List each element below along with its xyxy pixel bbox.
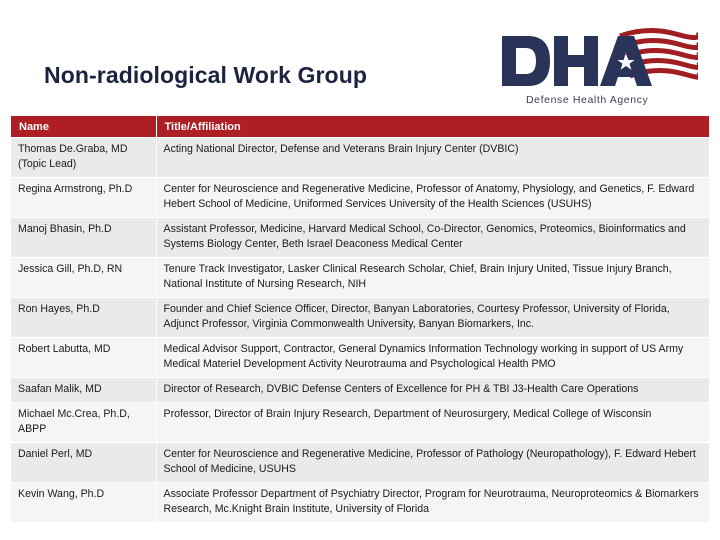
member-name: Jessica Gill, Ph.D, RN	[11, 258, 156, 298]
member-title: Assistant Professor, Medicine, Harvard Medical School, Co-Director, Genomics, Proteomics, Bioinformatics and Systems Biology Center, Beth Israel Deaconess Medical Center	[156, 218, 709, 258]
member-name: Kevin Wang, Ph.D	[11, 483, 156, 523]
member-title: Acting National Director, Defense and Veterans Brain Injury Center (DVBIC)	[156, 138, 709, 178]
member-name: Regina Armstrong, Ph.D	[11, 178, 156, 218]
table-row	[11, 138, 709, 178]
table-row	[11, 378, 709, 403]
member-name: Thomas De.Graba, MD (Topic Lead)	[11, 138, 156, 178]
member-name: Daniel Perl, MD	[11, 443, 156, 483]
table-row	[11, 483, 709, 523]
table-row	[11, 258, 709, 298]
column-header-name: Name	[11, 116, 156, 138]
member-title: Center for Neuroscience and Regenerative Medicine, Professor of Pathology (Neuropathology), F. Edward Hebert School of Medicine, USUHS	[156, 443, 709, 483]
member-title: Director of Research, DVBIC Defense Centers of Excellence for PH & TBI J3-Health Care Operations	[156, 378, 709, 403]
member-name: Robert Labutta, MD	[11, 338, 156, 378]
table-row	[11, 298, 709, 338]
member-title: Medical Advisor Support, Contractor, General Dynamics Information Technology working in support of US Army Medical Materiel Development Activity Neurotrauma and Psychological Health PMO	[156, 338, 709, 378]
column-header-title: Title/Affiliation	[156, 116, 709, 138]
member-title: Professor, Director of Brain Injury Research, Department of Neurosurgery, Medical College of Wisconsin	[156, 403, 709, 443]
dha-logo	[498, 24, 698, 110]
table-row	[11, 178, 709, 218]
table-row	[11, 338, 709, 378]
page-title: Non-radiological Work Group	[44, 62, 368, 88]
dha-logo-mark	[498, 24, 698, 94]
logo-tagline: Defense Health Agency	[526, 94, 649, 106]
work-group-table	[11, 116, 710, 522]
member-name: Saafan Malik, MD	[11, 378, 156, 403]
member-name: Michael Mc.Crea, Ph.D, ABPP	[11, 403, 156, 443]
table-row	[11, 443, 709, 483]
member-name: Manoj Bhasin, Ph.D	[11, 218, 156, 258]
table-row	[11, 218, 709, 258]
table-header-row	[11, 116, 709, 138]
member-name: Ron Hayes, Ph.D	[11, 298, 156, 338]
member-title: Founder and Chief Science Officer, Director, Banyan Laboratories, Courtesy Professor, University of Florida, Adjunct Professor, Virginia Commonwealth University, Banyan Biomarkers, Inc.	[156, 298, 709, 338]
table-row	[11, 403, 709, 443]
member-title: Associate Professor Department of Psychiatry Director, Program for Neurotrauma, Neuroproteomics & Biomarkers Research, Mc.Knight Brain Institute, University of Florida	[156, 483, 709, 523]
member-title: Tenure Track Investigator, Lasker Clinical Research Scholar, Chief, Brain Injury United, Tissue Injury Branch, National Institute of Nursing Research, NIH	[156, 258, 709, 298]
member-title: Center for Neuroscience and Regenerative Medicine, Professor of Anatomy, Physiology, and Genetics, F. Edward Hebert School of Medicine, Uniformed Services University of the Health Sciences (USUHS)	[156, 178, 709, 218]
